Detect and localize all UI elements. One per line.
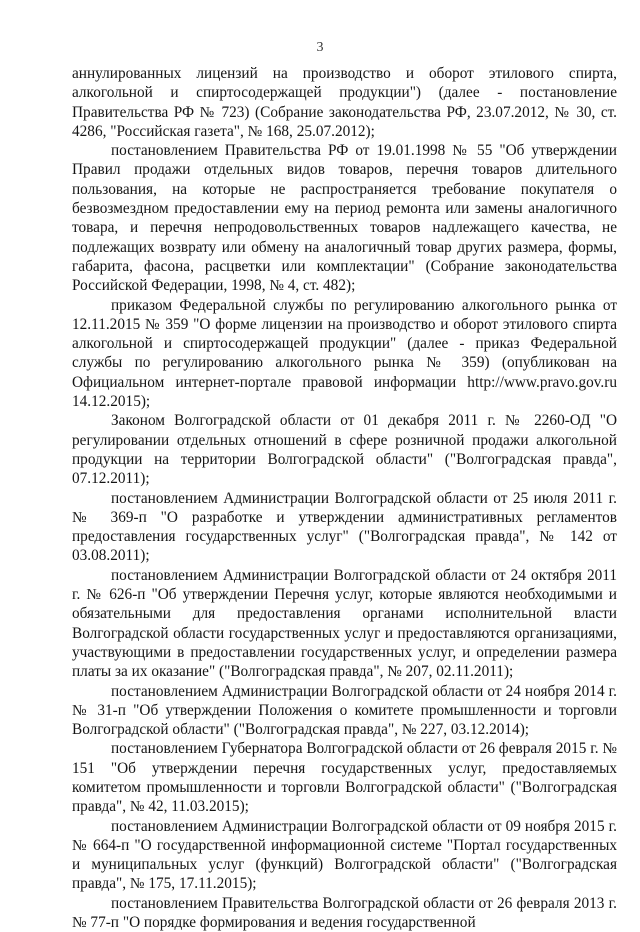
paragraph-10: постановлением Правительства Волгоградской области от 26 февраля 2013 г. № 77-п "О порядке формирования и ведения государственной <box>72 894 617 932</box>
paragraph-5: постановлением Администрации Волгоградской области от 25 июля 2011 г. № 369-п "О разработке и утверждении административных регламентов предоставления государственных услуг" ("Волгоградская правда", № 142 от 03.08.2011); <box>72 489 617 565</box>
paragraph-7: постановлением Администрации Волгоградской области от 24 ноября 2014 г. № 31-п "Об утверждении Положения о комитете промышленности и торговли Волгоградской области" ("Волгоградская правда", № 227, 03.12.2014); <box>72 682 617 739</box>
paragraph-2: постановлением Правительства РФ от 19.01.1998 № 55 "Об утверждении Правил продажи отдельных видов товаров, перечня товаров длительного пользования, на которые не распространяется требование покупателя о безвозмездном предоставлении ему на период ремонта или замены аналогичного товара, и перечня непродовольственных товаров надлежащего качества, не подлежащих возврату или обмену на аналогичный товар других размера, формы, габарита, фасона, расцветки или комплектации" (Собрание законодательства Российской Федерации, 1998, № 4, ст. 482); <box>72 142 617 295</box>
paragraph-4: Законом Волгоградской области от 01 декабря 2011 г. № 2260-ОД "О регулировании отдельных отношений в сфере розничной продажи алкогольной продукции на территории Волгоградской области" ("Волгоградская правда", 07.12.2011); <box>72 412 617 488</box>
page-number: 3 <box>316 40 324 55</box>
paragraph-6: постановлением Администрации Волгоградской области от 24 октября 2011 г. № 626-п "Об утверждении Перечня услуг, которые являются необходимыми и обязательными для предоставления органами исполнительной власти Волгоградской области государственных услуг и предоставляются организациями, участвующими в предоставлении государственных услуг, и определении размера платы за их оказание" ("Волгоградская правда", № 207, 02.11.2011); <box>72 566 617 681</box>
paragraph-9: постановлением Администрации Волгоградской области от 09 ноября 2015 г. № 664-п "О государственной информационной системе "Портал государственных и муниципальных услуг (функций) Волгоградской области" ("Волгоградская правда", № 175, 17.11.2015); <box>72 817 617 893</box>
document-body <box>72 64 617 932</box>
paragraph-8: постановлением Губернатора Волгоградской области от 26 февраля 2015 г. № 151 "Об утверждении перечня государственных услуг, предоставляемых комитетом промышленности и торговли Волгоградской области" ("Волгоградская правда", № 42, 11.03.2015); <box>72 740 617 816</box>
paragraph-3: приказом Федеральной службы по регулированию алкогольного рынка от 12.11.2015 № 359 "О форме лицензии на производство и оборот этилового спирта алкогольной и спиртосодержащей продукции" (далее - приказ Федеральной службы по регулированию алкогольного рынка № 359) (опубликован на Официальном интернет-портале правовой информации http://www.pravo.gov.ru 14.12.2015); <box>72 296 617 411</box>
paragraph-1: аннулированных лицензий на производство и оборот этилового спирта, алкогольной и спиртосодержащей продукции") (далее - постановление Правительства РФ № 723) (Собрание законодательства РФ, 23.07.2012, № 30, ст. 4286, "Российская газета", № 168, 25.07.2012); <box>72 65 617 140</box>
